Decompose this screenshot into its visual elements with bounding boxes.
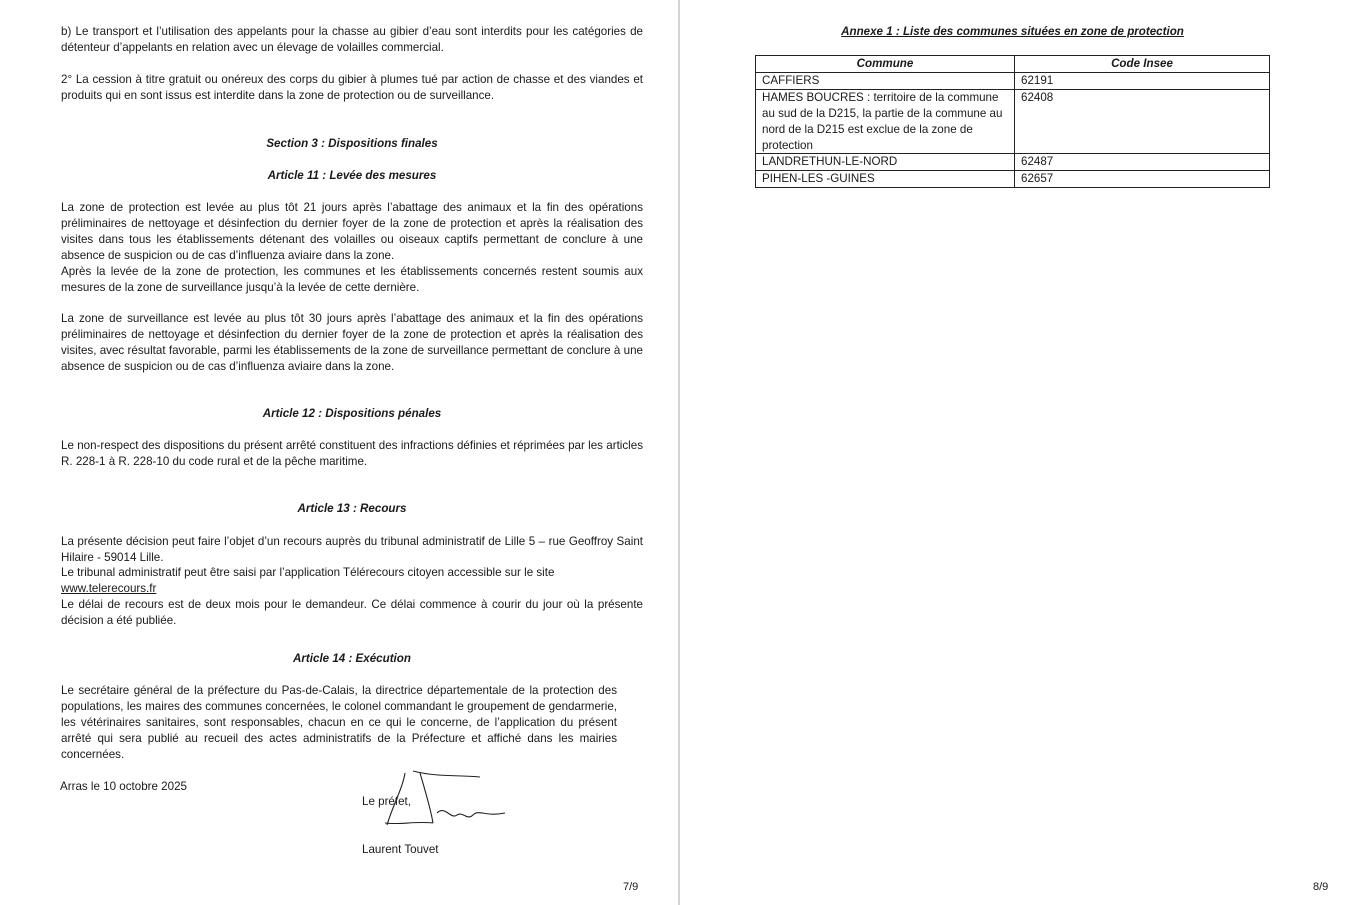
page-number-right: 8/9 xyxy=(1313,881,1329,893)
article-11-paragraph-1: La zone de protection est levée au plus tôt 21 jours après l’abattage des animaux et la fin des opérations préliminaires de nettoyage et désinfection du dernier foyer de la zone de protection et après la réalisation des visites dans tous les établissements détenant des volailles ou oiseaux captifs permettant de conclure à une absence de suspicion ou de cas d’influenza aviaire dans la zone. xyxy=(61,201,643,262)
commune-cell: HAMES BOUCRES : territoire de la commune au sud de la D215, la partie de la commune au nord de la D215 est exclue de la zone de protection xyxy=(756,89,1015,154)
signatory-name: Laurent Touvet xyxy=(362,843,439,856)
article-13-paragraph-2-text: Le tribunal administratif peut être saisi par l’application Télérecours citoyen accessible sur le site xyxy=(61,566,555,579)
page-8 xyxy=(680,0,1355,905)
article-12-paragraph-1: Le non-respect des dispositions du présent arrêté constituent des infractions définies et réprimées par les articles R. 228-1 à R. 228-10 du code rural et de la pêche maritime. xyxy=(61,439,643,468)
paragraph-2: 2° La cession à titre gratuit ou onéreux des corps du gibier à plumes tué par action de chasse et des viandes et produits qui en sont issus est interdite dans la zone de protection ou de surveillance. xyxy=(61,73,643,102)
code-cell: 62487 xyxy=(1015,154,1270,171)
date-line: Arras le 10 octobre 2025 xyxy=(60,780,187,793)
article-14-paragraph-1: Le secrétaire général de la préfecture du Pas-de-Calais, la directrice départementale de la protection des populations, les maires des communes concernées, le colonel commandant le groupement de gendarmerie, les vétérinaires sanitaires, sont responsables, chacun en ce qui le concerne, de l’application du présent arrêté qui sera publié au recueil des actes administratifs de la Préfecture et affiché dans les mairies concernées. xyxy=(61,684,617,761)
article-11-paragraph-3: La zone de surveillance est levée au plus tôt 30 jours après l’abattage des animaux et la fin des opérations préliminaires de nettoyage et désinfection du dernier foyer de la zone de protection et après la réalisation des visites, avec résultat favorable, parmi les établissements de la zone de surveillance permettant de conclure à une absence de suspicion ou de cas d’influenza aviaire dans la zone. xyxy=(61,312,643,373)
table-row xyxy=(756,154,1270,171)
commune-cell: CAFFIERS xyxy=(756,72,1015,89)
article-11-title: Article 11 : Levée des mesures xyxy=(267,169,437,182)
section-3-title: Section 3 : Dispositions finales xyxy=(266,137,438,150)
telerecours-link[interactable]: www.telerecours.fr xyxy=(61,581,157,595)
code-cell: 62657 xyxy=(1015,171,1270,188)
table-row xyxy=(756,171,1270,188)
article-13-paragraph-3: Le délai de recours est de deux mois pour le demandeur. Ce délai commence à courir du jour où la présente décision a été publiée. xyxy=(61,598,643,627)
article-13-paragraph-2 xyxy=(61,565,643,597)
paragraph-b: b) Le transport et l’utilisation des appelants pour la chasse au gibier d’eau sont interdits pour les catégories de détenteur d’appelants en relation avec un élevage de volailles commercial. xyxy=(61,25,643,54)
table-row xyxy=(756,89,1270,154)
table-row xyxy=(756,72,1270,89)
column-header-code: Code Insee xyxy=(1015,56,1270,73)
code-cell: 62191 xyxy=(1015,72,1270,89)
annex-title: Annexe 1 : Liste des communes situées en zone de protection xyxy=(841,25,1184,38)
communes-table xyxy=(755,55,1270,188)
page-number-left: 7/9 xyxy=(623,881,639,893)
commune-cell: LANDRETHUN-LE-NORD xyxy=(756,154,1015,171)
article-12-title: Article 12 : Dispositions pénales xyxy=(262,407,442,420)
table-header-row xyxy=(756,56,1270,73)
article-13-paragraph-1: La présente décision peut faire l’objet d’un recours auprès du tribunal administratif de Lille 5 – rue Geoffroy Saint Hilaire - 59014 Lille. xyxy=(61,535,643,564)
article-13-title: Article 13 : Recours xyxy=(297,502,407,515)
article-11-paragraph-2: Après la levée de la zone de protection, les communes et les établissements concernés restent soumis aux mesures de la zone de surveillance jusqu’à la levée de cette dernière. xyxy=(61,265,643,294)
commune-cell: PIHEN-LES -GUINES xyxy=(756,171,1015,188)
article-14-title: Article 14 : Exécution xyxy=(293,652,411,665)
column-header-commune: Commune xyxy=(756,56,1015,73)
signature-label: Le préfet, xyxy=(362,795,411,808)
code-cell: 62408 xyxy=(1015,89,1270,154)
